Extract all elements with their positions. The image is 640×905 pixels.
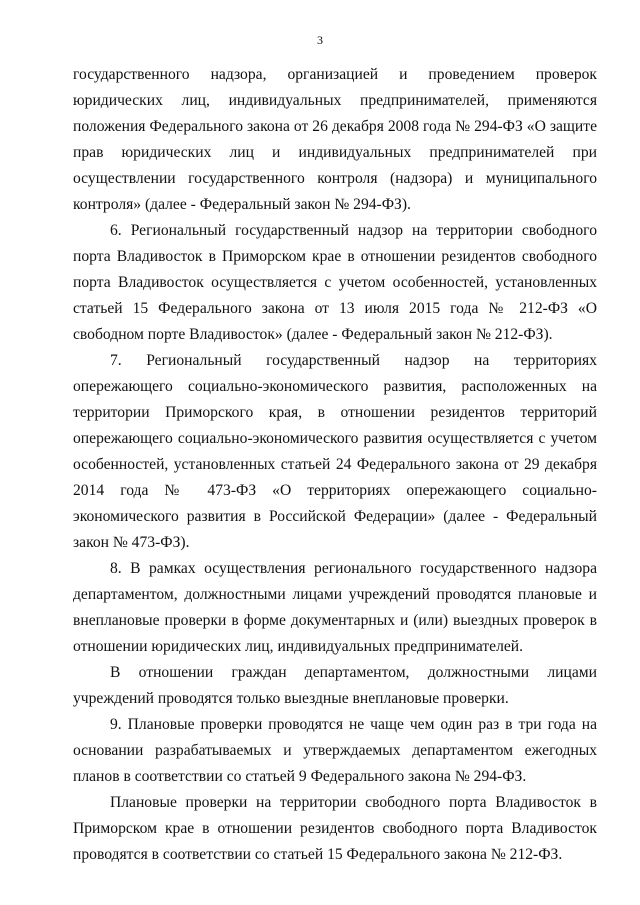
paragraph-item-8: 8. В рамках осуществления регионального государственного надзора департаментом, должностными лицами учреждений проводятся плановые и внеплановые проверки в форме документарных и (или) выездных проверок в отношении юридических лиц, индивидуальных предпринимателей. [73, 560, 597, 655]
paragraph-item-9: 9. Плановые проверки проводятся не чаще чем один раз в три года на основании разрабатываемых и утверждаемых департаментом ежегодных планов в соответствии со статьей 9 Федерального закона № 294-ФЗ. [73, 716, 597, 785]
paragraph-item-6: 6. Региональный государственный надзор на территории свободного порта Владивосток в Приморском крае в отношении резидентов свободного порта Владивосток осуществляется с учетом особенностей, установленных статьей 15 Федерального закона от 13 июля 2015 года № 212-ФЗ «О свободном порте Владивосток» (далее - Федеральный закон № 212-ФЗ). [73, 222, 597, 343]
paragraph-continuation: государственного надзора, организацией и проведением проверок юридических лиц, индивидуальных предпринимателей, применяются положения Федерального закона от 26 декабря 2008 года № 294-ФЗ «О защите прав юридических лиц и индивидуальных предпринимателей при осуществлении государственного контроля (надзора) и муниципального контроля» (далее - Федеральный закон № 294-ФЗ). [73, 66, 597, 213]
document-body [73, 62, 597, 868]
page-number: 3 [317, 33, 323, 47]
paragraph-free-port: Плановые проверки на территории свободного порта Владивосток в Приморском крае в отношении резидентов свободного порта Владивосток проводятся в соответствии со статьей 15 Федерального закона № 212-ФЗ. [73, 794, 597, 863]
paragraph-citizens: В отношении граждан департаментом, должностными лицами учреждений проводятся только выездные внеплановые проверки. [73, 664, 597, 707]
paragraph-item-7: 7. Региональный государственный надзор на территориях опережающего социально-экономического развития, расположенных на территории Приморского края, в отношении резидентов территорий опережающего социально-экономического развития осуществляется с учетом особенностей, установленных статьей 24 Федерального закона от 29 декабря 2014 года № 473-ФЗ «О территориях опережающего социально-экономического развития в Российской Федерации» (далее - Федеральный закон № 473-ФЗ). [73, 352, 597, 551]
